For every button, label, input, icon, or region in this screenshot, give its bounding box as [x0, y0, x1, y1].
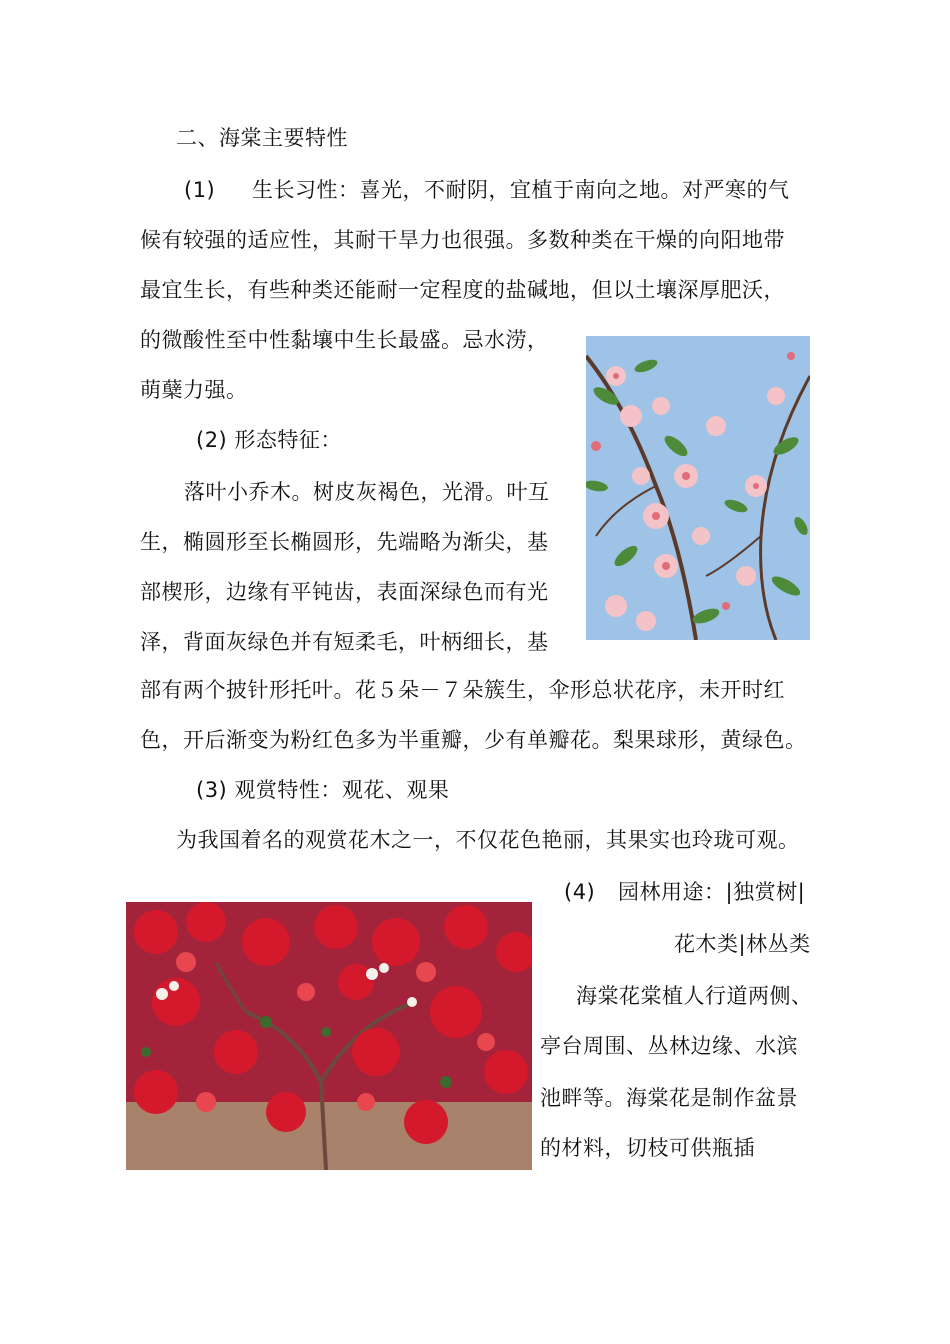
growth-line-2: 候有较强的适应性，其耐干旱力也很强。多数种类在干燥的向阳地带 [140, 228, 785, 252]
landscape-line-1: 花木类|林丛类 [674, 932, 811, 956]
crabapple-blossom-photo [586, 336, 810, 640]
growth-line-4: 的微酸性至中性黏壤中生长最盛。忌水涝， [140, 328, 549, 352]
growth-line-1: 生长习性：喜光，不耐阴，宜植于南向之地。对严寒的气 [252, 178, 790, 202]
landscape-line-2: 海棠花棠植人行道两侧、 [576, 984, 813, 1008]
landscape-line-3: 亭台周围、丛林边缘、水滨 [540, 1034, 798, 1058]
morphology-heading: (2) 形态特征： [196, 428, 342, 452]
growth-number: (1) [184, 178, 216, 202]
morphology-line-2: 生，椭圆形至长椭圆形，先端略为渐尖，基 [140, 530, 549, 554]
landscape-number: (4) [564, 880, 596, 904]
landscape-line-4: 池畔等。海棠花是制作盆景 [540, 1086, 798, 1110]
morphology-line-1: 落叶小乔木。树皮灰褐色，光滑。叶互 [184, 480, 550, 504]
morphology-line-3: 部楔形，边缘有平钝齿，表面深绿色而有光 [140, 580, 549, 604]
landscape-heading: 园林用途：|独赏树| [618, 880, 806, 904]
growth-line-5: 萌蘖力强。 [140, 378, 248, 402]
growth-line-3: 最宜生长，有些种类还能耐一定程度的盐碱地，但以土壤深厚肥沃， [140, 278, 785, 302]
ornamental-text: 为我国着名的观赏花木之一，不仅花色艳丽，其果实也玲珑可观。 [176, 828, 800, 852]
landscape-line-5: 的材料，切枝可供瓶插 [540, 1136, 755, 1160]
red-crabapple-field-photo [126, 902, 532, 1170]
morphology-line-4: 泽，背面灰绿色并有短柔毛，叶柄细长，基 [140, 630, 549, 654]
morphology-line-6: 色，开后渐变为粉红色多为半重瓣，少有单瓣花。梨果球形，黄绿色。 [140, 728, 807, 752]
section-title: 二、海棠主要特性 [176, 126, 348, 150]
ornamental-heading: (3) 观赏特性：观花、观果 [196, 778, 450, 802]
morphology-line-5: 部有两个披针形托叶。花５朵－７朵簇生，伞形总状花序，未开时红 [140, 678, 785, 702]
